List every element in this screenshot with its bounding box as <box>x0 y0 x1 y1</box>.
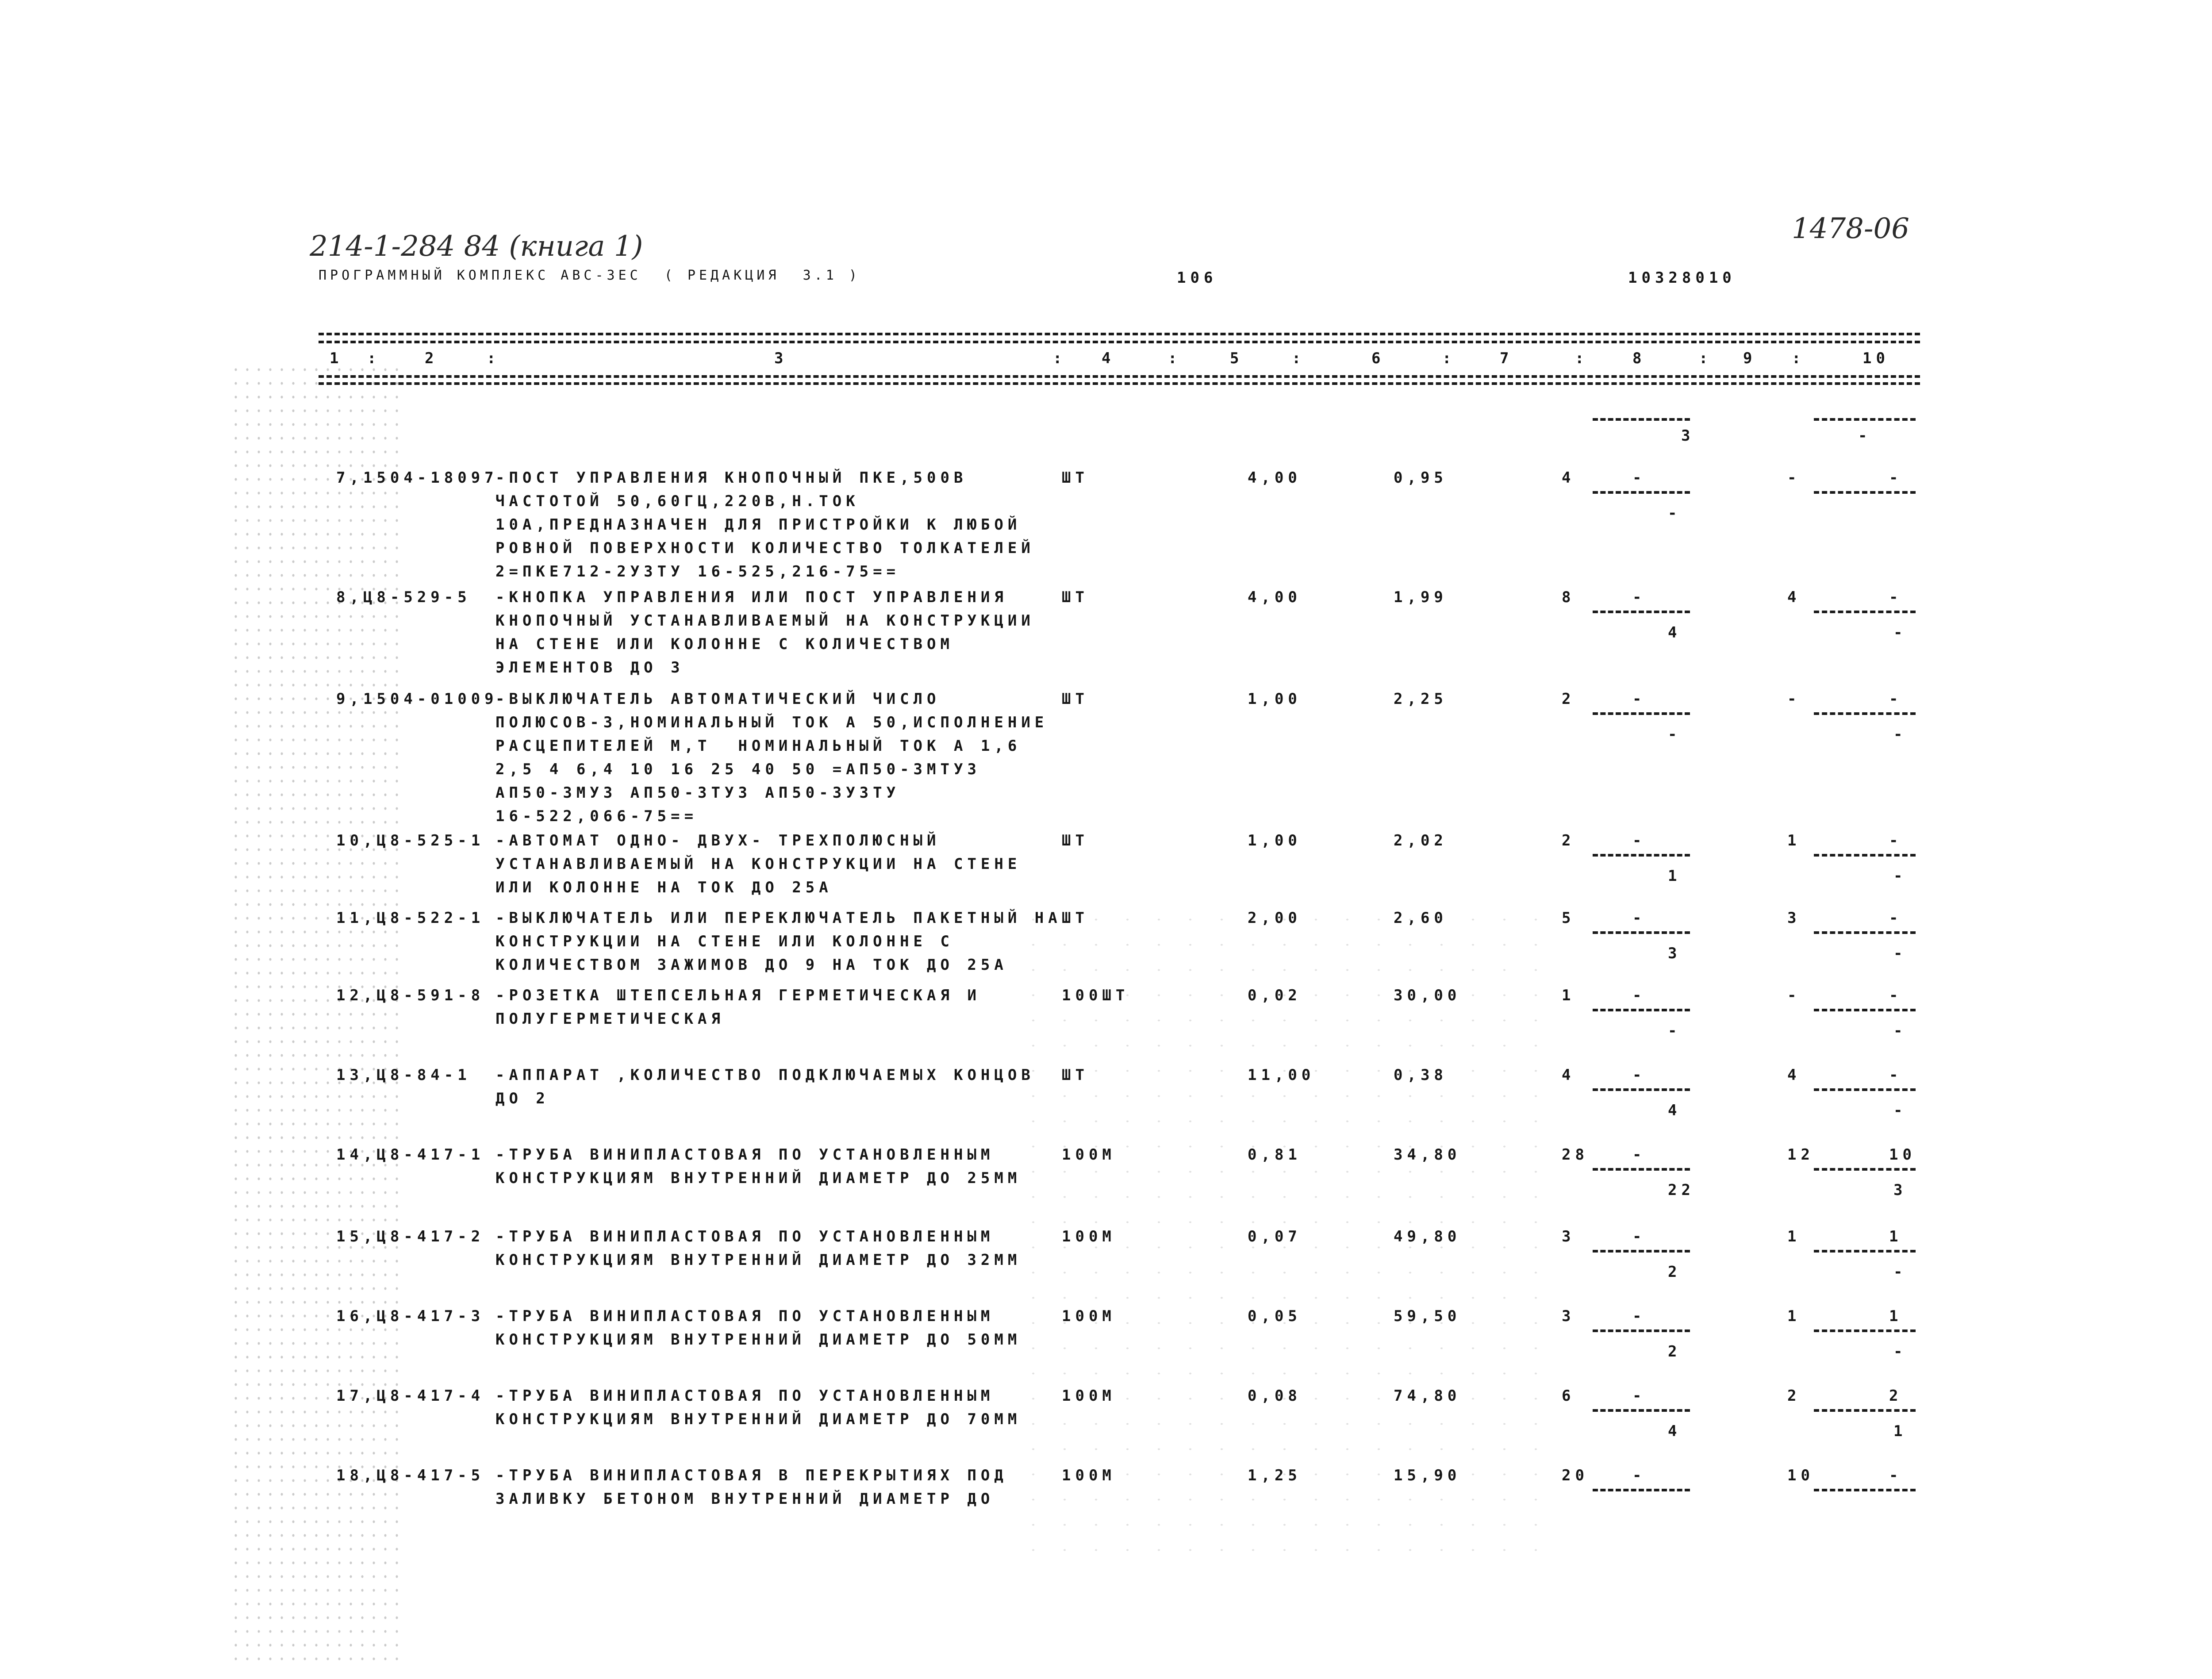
row-unit-price: 59,50 <box>1394 1307 1461 1325</box>
row-col7-value: 5 <box>1562 909 1575 927</box>
row-quantity: 0,07 <box>1248 1228 1302 1245</box>
row-col10-value: 2 <box>1889 1387 1903 1405</box>
row-description-line: АП50-3МУ3 АП50-3ТУ3 АП50-3У3ТУ <box>495 784 900 802</box>
handwritten-sheet-number: 1478-06 <box>1792 212 1909 245</box>
row-col9-value: 3 <box>1787 909 1801 927</box>
row-col8-subvalue: - <box>1668 1022 1682 1040</box>
row-col8-rule <box>1593 712 1690 715</box>
column-separator: : <box>487 350 500 367</box>
column-header-5: 5 <box>1230 350 1244 367</box>
row-description-line: РАСЦЕПИТЕЛЕЙ М,Т НОМИНАЛЬНЫЙ ТОК А 1,6 <box>495 737 1022 755</box>
column-header-1: 1 <box>330 350 343 367</box>
row-col7-value: 3 <box>1562 1307 1575 1325</box>
row-col10-rule <box>1814 611 1916 613</box>
column-separator: : <box>1168 350 1182 367</box>
row-position-code: 14,Ц8-417-1 <box>336 1146 485 1164</box>
row-quantity: 11,00 <box>1248 1066 1315 1084</box>
row-unit: ШТ <box>1062 832 1089 849</box>
row-unit-price: 2,25 <box>1394 690 1448 708</box>
row-quantity: 4,00 <box>1248 588 1302 606</box>
row-col9-value: - <box>1787 987 1801 1004</box>
row-col10-value: - <box>1889 1467 1903 1484</box>
row-position-code: 11,Ц8-522-1 <box>336 909 485 927</box>
row-col8-subvalue: 4 <box>1668 1422 1682 1440</box>
row-col10-value: - <box>1889 1066 1903 1084</box>
row-description-line: -АВТОМАТ ОДНО- ДВУХ- ТРЕХПОЛЮСНЫЙ <box>495 832 941 849</box>
row-description-line: -ВЫКЛЮЧАТЕЛЬ АВТОМАТИЧЕСКИЙ ЧИСЛО <box>495 690 941 708</box>
row-unit: ШТ <box>1062 469 1089 487</box>
row-description-line: КОНСТРУКЦИЯМ ВНУТРЕННИЙ ДИАМЕТР ДО 50ММ <box>495 1331 1022 1349</box>
row-col10-value: 10 <box>1889 1146 1916 1164</box>
row-col10-rule <box>1814 491 1916 494</box>
header-rule-top-2 <box>319 341 1920 343</box>
row-col7-value: 8 <box>1562 588 1575 606</box>
row-position-code: 17,Ц8-417-4 <box>336 1387 485 1405</box>
row-col8-subvalue: 3 <box>1668 945 1682 962</box>
row-col8-subvalue: 4 <box>1668 624 1682 642</box>
row-col8-subvalue: - <box>1668 504 1682 522</box>
row-col8-subvalue: 2 <box>1668 1343 1682 1360</box>
carry-value-col10: - <box>1858 427 1867 445</box>
row-description-line: -ТРУБА ВИНИПЛАСТОВАЯ ПО УСТАНОВЛЕННЫМ <box>495 1228 995 1245</box>
row-unit-price: 49,80 <box>1394 1228 1461 1245</box>
column-separator: : <box>1053 350 1067 367</box>
row-col8-value: - <box>1632 469 1646 487</box>
row-col8-subvalue: 2 <box>1668 1263 1682 1281</box>
row-col9-value: - <box>1787 469 1801 487</box>
row-col8-rule <box>1593 1489 1690 1491</box>
row-description-line: НА СТЕНЕ ИЛИ КОЛОННЕ С КОЛИЧЕСТВОМ <box>495 635 954 653</box>
column-header-3: 3 <box>774 350 788 367</box>
row-col10-subvalue: - <box>1893 1343 1907 1360</box>
row-position-code: 12,Ц8-591-8 <box>336 987 485 1004</box>
row-col8-rule <box>1593 491 1690 494</box>
row-description-line: КОНСТРУКЦИЯМ ВНУТРЕННИЙ ДИАМЕТР ДО 70ММ <box>495 1410 1022 1428</box>
row-col10-rule <box>1814 1409 1916 1412</box>
row-col7-value: 6 <box>1562 1387 1575 1405</box>
column-header-10: 10 <box>1863 350 1889 367</box>
row-description-line: ЭЛЕМЕНТОВ ДО 3 <box>495 659 684 676</box>
row-position-code: 8,Ц8-529-5 <box>336 588 471 606</box>
row-col8-value: - <box>1632 1467 1646 1484</box>
row-col8-subvalue: - <box>1668 726 1682 743</box>
row-description-line: 16-522,066-75== <box>495 807 698 825</box>
row-col10-subvalue: - <box>1893 726 1907 743</box>
row-description-line: -ТРУБА ВИНИПЛАСТОВАЯ ПО УСТАНОВЛЕННЫМ <box>495 1387 995 1405</box>
row-quantity: 1,00 <box>1248 690 1302 708</box>
row-col8-subvalue: 22 <box>1668 1181 1695 1199</box>
row-quantity: 0,05 <box>1248 1307 1302 1325</box>
row-description-line: ЗАЛИВКУ БЕТОНОМ ВНУТРЕННИЙ ДИАМЕТР ДО <box>495 1490 995 1508</box>
row-col8-rule <box>1593 1409 1690 1412</box>
row-col10-value: 1 <box>1889 1307 1903 1325</box>
row-col9-value: - <box>1787 690 1801 708</box>
row-col10-subvalue: - <box>1893 624 1907 642</box>
row-col8-subvalue: 4 <box>1668 1102 1682 1119</box>
row-col8-rule <box>1593 1168 1690 1171</box>
row-col9-value: 1 <box>1787 832 1801 849</box>
carry-rule-col8 <box>1593 418 1690 421</box>
row-col10-subvalue: - <box>1893 945 1907 962</box>
header-rule-bottom <box>319 375 1920 378</box>
row-description-line: КОЛИЧЕСТВОМ ЗАЖИМОВ ДО 9 НА ТОК ДО 25А <box>495 956 1008 974</box>
column-header-2: 2 <box>425 350 438 367</box>
row-description-line: КОНСТРУКЦИЯМ ВНУТРЕННИЙ ДИАМЕТР ДО 32ММ <box>495 1251 1022 1269</box>
row-quantity: 4,00 <box>1248 469 1302 487</box>
row-col8-value: - <box>1632 690 1646 708</box>
row-description-line: -ВЫКЛЮЧАТЕЛЬ ИЛИ ПЕРЕКЛЮЧАТЕЛЬ ПАКЕТНЫЙ НА <box>495 909 1062 927</box>
row-description-line: -КНОПКА УПРАВЛЕНИЯ ИЛИ ПОСТ УПРАВЛЕНИЯ <box>495 588 1008 606</box>
row-col10-subvalue: - <box>1893 1102 1907 1119</box>
row-description-line: РОВНОЙ ПОВЕРХНОСТИ КОЛИЧЕСТВО ТОЛКАТЕЛЕЙ <box>495 539 1035 557</box>
header-rule-top <box>319 333 1920 335</box>
row-col8-rule <box>1593 1088 1690 1091</box>
row-description-line: 10А,ПРЕДНАЗНАЧЕН ДЛЯ ПРИСТРОЙКИ К ЛЮБОЙ <box>495 516 1022 534</box>
row-description-line: УСТАНАВЛИВАЕМЫЙ НА КОНСТРУКЦИИ НА СТЕНЕ <box>495 855 1022 873</box>
program-header: ПРОГРАММНЫЙ КОМПЛЕКС АВС-3ЕС ( РЕДАКЦИЯ 3.1 ) <box>319 268 860 283</box>
row-col10-subvalue: 1 <box>1893 1422 1907 1440</box>
row-col9-value: 4 <box>1787 588 1801 606</box>
row-col8-rule <box>1593 1009 1690 1011</box>
row-description-line: ИЛИ КОЛОННЕ НА ТОК ДО 25А <box>495 879 833 896</box>
row-position-code: 7,1504-18097 <box>336 469 498 487</box>
row-col7-value: 3 <box>1562 1228 1575 1245</box>
row-col8-rule <box>1593 854 1690 857</box>
row-col9-value: 1 <box>1787 1228 1801 1245</box>
row-col7-value: 2 <box>1562 832 1575 849</box>
row-col8-rule <box>1593 1329 1690 1332</box>
row-col7-value: 28 <box>1562 1146 1589 1164</box>
row-col10-value: 1 <box>1889 1228 1903 1245</box>
row-col8-value: - <box>1632 1387 1646 1405</box>
row-quantity: 0,81 <box>1248 1146 1302 1164</box>
row-unit: 100ШТ <box>1062 987 1129 1004</box>
row-description-line: 2=ПКЕ712-2У3ТУ 16-525,216-75== <box>495 563 900 580</box>
row-description-line: ПОЛУГЕРМЕТИЧЕСКАЯ <box>495 1010 725 1028</box>
column-separator: : <box>1575 350 1589 367</box>
column-header-9: 9 <box>1743 350 1757 367</box>
row-unit-price: 0,95 <box>1394 469 1448 487</box>
row-col10-rule <box>1814 1329 1916 1332</box>
row-col10-value: - <box>1889 987 1903 1004</box>
carry-value-col8: 3 <box>1681 427 1690 445</box>
row-unit: 100М <box>1062 1307 1116 1325</box>
row-col8-value: - <box>1632 1146 1646 1164</box>
row-description-line: ПОЛЮСОВ-3,НОМИНАЛЬНЫЙ ТОК А 50,ИСПОЛНЕНИЕ <box>495 714 1048 731</box>
row-col9-value: 12 <box>1787 1146 1814 1164</box>
row-col10-rule <box>1814 931 1916 934</box>
row-col8-value: - <box>1632 1066 1646 1084</box>
row-col8-value: - <box>1632 1228 1646 1245</box>
row-unit: 100М <box>1062 1146 1116 1164</box>
row-col8-rule <box>1593 611 1690 613</box>
row-col10-value: - <box>1889 588 1903 606</box>
row-col8-value: - <box>1632 1307 1646 1325</box>
row-col7-value: 20 <box>1562 1467 1589 1484</box>
row-col9-value: 10 <box>1787 1467 1814 1484</box>
row-col10-subvalue: - <box>1893 867 1907 885</box>
row-col7-value: 2 <box>1562 690 1575 708</box>
row-col7-value: 1 <box>1562 987 1575 1004</box>
row-unit-price: 74,80 <box>1394 1387 1461 1405</box>
row-description-line: -АППАРАТ ,КОЛИЧЕСТВО ПОДКЛЮЧАЕМЫХ КОНЦОВ <box>495 1066 1035 1084</box>
row-unit-price: 15,90 <box>1394 1467 1461 1484</box>
row-description-line: КНОПОЧНЫЙ УСТАНАВЛИВАЕМЫЙ НА КОНСТРУКЦИИ <box>495 612 1035 630</box>
row-position-code: 16,Ц8-417-3 <box>336 1307 485 1325</box>
carry-rule-col10 <box>1814 418 1916 421</box>
row-col9-value: 4 <box>1787 1066 1801 1084</box>
row-col8-subvalue: 1 <box>1668 867 1682 885</box>
column-header-7: 7 <box>1500 350 1513 367</box>
row-col10-value: - <box>1889 909 1903 927</box>
column-separator: : <box>1442 350 1456 367</box>
row-col10-rule <box>1814 1489 1916 1491</box>
column-header-4: 4 <box>1102 350 1115 367</box>
row-col8-rule <box>1593 1250 1690 1253</box>
row-unit: 100М <box>1062 1228 1116 1245</box>
row-unit-price: 34,80 <box>1394 1146 1461 1164</box>
row-col10-subvalue: - <box>1893 1263 1907 1281</box>
column-separator: : <box>1292 350 1306 367</box>
header-rule-bottom-2 <box>319 382 1920 385</box>
page-number: 106 <box>1177 269 1217 287</box>
row-col9-value: 1 <box>1787 1307 1801 1325</box>
row-col9-value: 2 <box>1787 1387 1801 1405</box>
row-unit-price: 0,38 <box>1394 1066 1448 1084</box>
row-unit-price: 2,02 <box>1394 832 1448 849</box>
row-quantity: 1,00 <box>1248 832 1302 849</box>
row-description-line: ЧАСТОТОЙ 50,60ГЦ,220В,Н.ТОК <box>495 492 860 510</box>
row-col10-rule <box>1814 1250 1916 1253</box>
row-col10-value: - <box>1889 469 1903 487</box>
row-description-line: -РОЗЕТКА ШТЕПСЕЛЬНАЯ ГЕРМЕТИЧЕСКАЯ И <box>495 987 981 1004</box>
row-description-line: 2,5 4 6,4 10 16 25 40 50 =АП50-3МТУ3 <box>495 761 981 778</box>
row-col8-value: - <box>1632 909 1646 927</box>
row-unit: ШТ <box>1062 588 1089 606</box>
row-unit: 100М <box>1062 1467 1116 1484</box>
row-col10-rule <box>1814 712 1916 715</box>
row-quantity: 0,08 <box>1248 1387 1302 1405</box>
row-description-line: КОНСТРУКЦИИ НА СТЕНЕ ИЛИ КОЛОННЕ С <box>495 933 954 950</box>
column-separator: : <box>1792 350 1805 367</box>
row-description-line: КОНСТРУКЦИЯМ ВНУТРЕННИЙ ДИАМЕТР ДО 25ММ <box>495 1169 1022 1187</box>
row-position-code: 15,Ц8-417-2 <box>336 1228 485 1245</box>
row-col8-rule <box>1593 931 1690 934</box>
row-position-code: 10,Ц8-525-1 <box>336 832 485 849</box>
row-col10-rule <box>1814 854 1916 857</box>
row-position-code: 18,Ц8-417-5 <box>336 1467 485 1484</box>
row-unit: 100М <box>1062 1387 1116 1405</box>
row-description-line: ДО 2 <box>495 1090 549 1107</box>
row-description-line: -ТРУБА ВИНИПЛАСТОВАЯ В ПЕРЕКРЫТИЯХ ПОД <box>495 1467 1008 1484</box>
column-separator: : <box>1699 350 1713 367</box>
row-unit-price: 2,60 <box>1394 909 1448 927</box>
row-quantity: 1,25 <box>1248 1467 1302 1484</box>
row-col10-value: - <box>1889 832 1903 849</box>
row-col10-subvalue: 3 <box>1893 1181 1907 1199</box>
column-separator: : <box>367 350 381 367</box>
row-unit-price: 30,00 <box>1394 987 1461 1004</box>
row-col7-value: 4 <box>1562 469 1575 487</box>
row-description-line: -ТРУБА ВИНИПЛАСТОВАЯ ПО УСТАНОВЛЕННЫМ <box>495 1307 995 1325</box>
row-position-code: 13,Ц8-84-1 <box>336 1066 471 1084</box>
row-col8-value: - <box>1632 588 1646 606</box>
row-col8-value: - <box>1632 987 1646 1004</box>
row-col7-value: 4 <box>1562 1066 1575 1084</box>
row-unit: ШТ <box>1062 690 1089 708</box>
row-quantity: 2,00 <box>1248 909 1302 927</box>
handwritten-doc-ref: 214-1-284 84 (книга 1) <box>310 230 643 263</box>
row-col10-rule <box>1814 1088 1916 1091</box>
row-position-code: 9,1504-01009 <box>336 690 498 708</box>
column-header-6: 6 <box>1371 350 1385 367</box>
row-description-line: -ТРУБА ВИНИПЛАСТОВАЯ ПО УСТАНОВЛЕННЫМ <box>495 1146 995 1164</box>
row-col10-rule <box>1814 1009 1916 1011</box>
column-header-8: 8 <box>1632 350 1646 367</box>
row-col10-value: - <box>1889 690 1903 708</box>
row-unit: ШТ <box>1062 909 1089 927</box>
row-description-line: -ПОСТ УПРАВЛЕНИЯ КНОПОЧНЫЙ ПКЕ,500В <box>495 469 968 487</box>
row-unit: ШТ <box>1062 1066 1089 1084</box>
row-col8-value: - <box>1632 832 1646 849</box>
document-code: 10328010 <box>1628 269 1736 287</box>
row-unit-price: 1,99 <box>1394 588 1448 606</box>
row-quantity: 0,02 <box>1248 987 1302 1004</box>
row-col10-rule <box>1814 1168 1916 1171</box>
row-col10-subvalue: - <box>1893 1022 1907 1040</box>
